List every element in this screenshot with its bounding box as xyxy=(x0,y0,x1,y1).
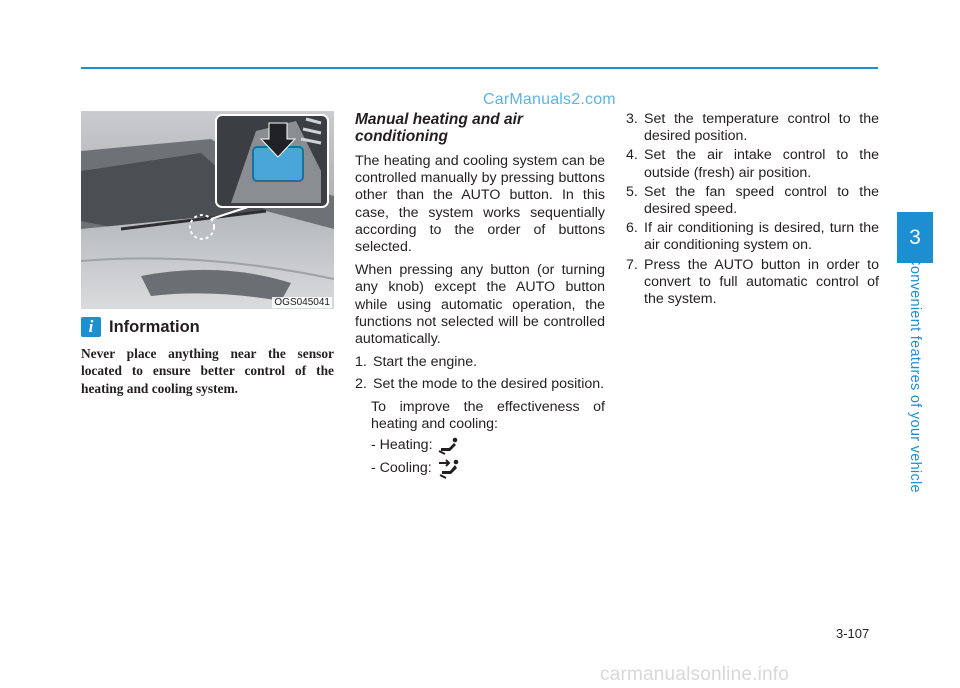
step-4 xyxy=(626,147,879,181)
face-mode-icon xyxy=(436,459,462,479)
page-number: 3-107 xyxy=(836,626,870,641)
cooling-mode-line xyxy=(371,459,605,479)
car-hood-illustration xyxy=(81,111,334,309)
step-number: 4. xyxy=(626,147,638,164)
step-6 xyxy=(626,220,879,254)
heating-mode-line xyxy=(371,437,605,455)
chapter-tab: 3 xyxy=(897,212,933,263)
manual-section xyxy=(355,111,605,483)
information-icon: i xyxy=(81,317,101,337)
information-body: Never place anything near the sensor located to ensure better control of the heating and cooling system. xyxy=(81,346,334,396)
heating-label: - Heating: xyxy=(371,437,433,454)
step-2 xyxy=(355,376,605,393)
information-header xyxy=(81,317,200,337)
step-number: 2. xyxy=(355,376,367,393)
cooling-label: - Cooling: xyxy=(371,460,432,477)
steps-continued xyxy=(626,111,879,310)
step-2-details xyxy=(371,399,605,479)
step-text: Press the AUTO button in order to convert to full automatic control of the system. xyxy=(644,256,879,308)
step-number: 7. xyxy=(626,256,638,273)
auto-paragraph: When pressing any button (or turning any knob) except the AUTO button while using automatic operation, the functions not selected will be controlled automatically. xyxy=(355,262,605,348)
step-text: Set the temperature control to the desired position. xyxy=(644,111,879,145)
step-number: 1. xyxy=(355,354,367,371)
watermark-top[interactable]: CarManuals2.com xyxy=(483,91,616,108)
step-number: 3. xyxy=(626,111,638,127)
step-7 xyxy=(626,257,879,309)
step-text: Set the mode to the desired position. xyxy=(373,376,605,393)
sensor-photo xyxy=(81,111,334,309)
watermark-bottom[interactable]: carmanualsonline.info xyxy=(600,664,790,685)
step-5 xyxy=(626,184,879,218)
section-heading: Manual heating and air conditioning xyxy=(355,111,523,145)
step-1 xyxy=(355,354,605,371)
chapter-title: Convenient features of your vehicle xyxy=(907,255,923,493)
step-text: Set the fan speed control to the desired speed. xyxy=(644,183,879,218)
step-number: 5. xyxy=(626,183,638,200)
header-rule xyxy=(81,67,878,69)
step-text: Set the air intake control to the outside (fresh) air position. xyxy=(644,147,879,181)
step-3 xyxy=(626,111,879,145)
information-title: Information xyxy=(109,317,200,336)
step-2-note: To improve the effectiveness of heating and cooling: xyxy=(371,398,605,432)
intro-paragraph: The heating and cooling system can be controlled manually by pressing buttons other than the AUTO button. In this case, the system works sequentially according to the order of buttons selected. xyxy=(355,153,605,256)
floor-mode-icon xyxy=(437,437,459,455)
step-number: 6. xyxy=(626,220,638,237)
step-text: If air conditioning is desired, turn the air conditioning system on. xyxy=(644,220,879,254)
figure-code: OGS045041 xyxy=(274,297,330,308)
step-text: Start the engine. xyxy=(373,354,478,371)
